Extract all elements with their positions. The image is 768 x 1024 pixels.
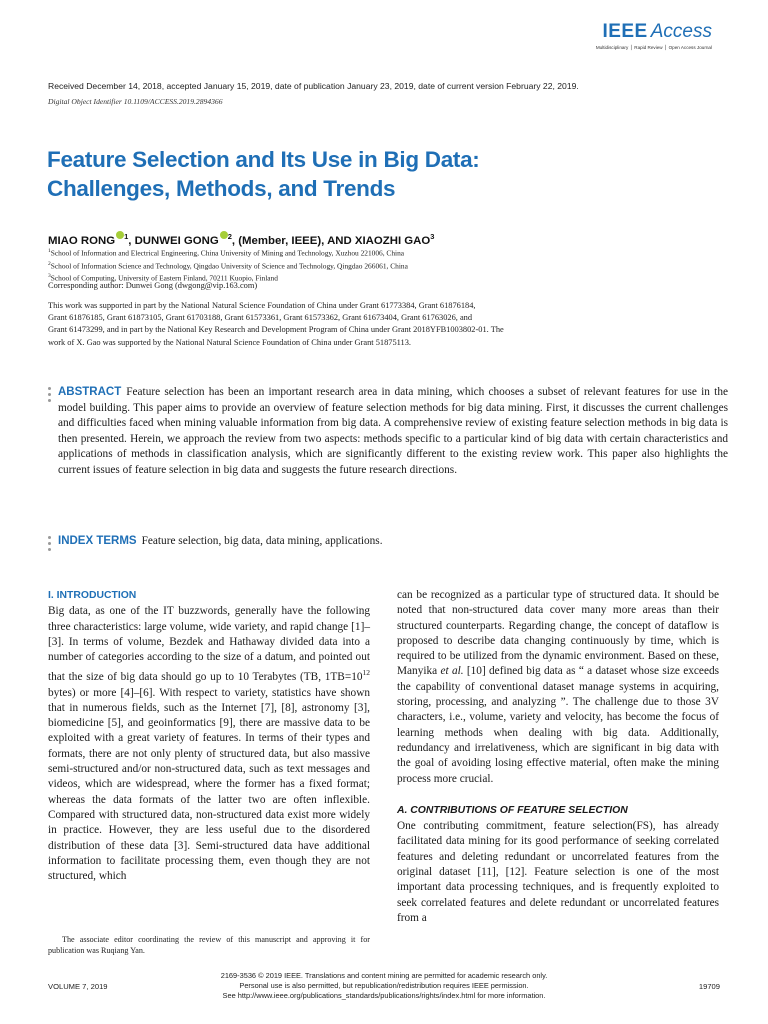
affiliation-text: School of Computing, University of Eastern Finland, 70211 Kuopio, Finland	[50, 273, 278, 283]
right-column	[397, 588, 719, 926]
subsection-heading-contributions: A. CONTRIBUTIONS OF FEATURE SELECTION	[397, 804, 628, 816]
left-column	[48, 588, 370, 884]
index-terms-marker-icon	[48, 536, 51, 554]
author-2-affil: 2	[227, 232, 232, 242]
affiliation-number: 1	[48, 248, 51, 254]
section-heading-introduction: I. INTRODUCTION	[48, 590, 137, 601]
funding-line: Grant 61876185, Grant 61873105, Grant 61703188, Grant 61573361, Grant 61573362, Grant 61673404, Grant 61763026, and	[48, 313, 473, 323]
license-line: Personal use is also permitted, but republication/redistribution requires IEEE permission.	[239, 980, 529, 990]
intro-text-part: can be recognized as a particular type of structured data. It should be noted that non-structured data cover many more areas than their structured counterparts. Regarding change, the concept of dataflow is proposed to describe data changing continuously by time, which is required to be utilized from the dynamic environment. Based on these, Manyika	[397, 589, 719, 678]
orcid-icon[interactable]	[220, 231, 228, 239]
index-terms	[58, 535, 728, 547]
funding-line: work of X. Gao was supported by the National Natural Science Foundation of China under Grant 51875113.	[48, 337, 411, 347]
license-link[interactable]: See http://www.ieee.org/publications_standards/publications/rights/index.html for more information.	[222, 990, 546, 1000]
author-1-affil: 1	[124, 232, 129, 242]
intro-paragraph-continued	[397, 588, 719, 787]
affiliation-text: School of Information Science and Technology, Qingdao University of Science and Technology, Qingdao 266061, China	[50, 261, 408, 271]
author-3-affil: 3	[430, 232, 435, 242]
intro-paragraph	[48, 604, 370, 884]
author-list	[48, 231, 728, 247]
journal-logo	[596, 22, 712, 51]
orcid-icon[interactable]	[116, 231, 124, 239]
affiliation-item	[48, 246, 408, 259]
logo-ieee-text: IEEE	[602, 21, 648, 42]
exponent: 12	[362, 668, 370, 678]
abstract	[58, 385, 728, 478]
abstract-label: ABSTRACT	[58, 386, 122, 398]
et-al: et al.	[440, 665, 464, 678]
funding-line: This work was supported in part by the National Natural Science Foundation of China under Grant 61773384, Grant 61876184,	[48, 301, 476, 310]
paper-title	[47, 145, 707, 203]
intro-text-part: Big data, as one of the IT buzzwords, generally have the following three characteristics: large volume, wide variety, and rapid change [1]–[3]. In terms of volume, Bezdek and Hathaway divided data into a number of categories according to the size of a datum, and pointed out that the size of big data should go up to 10 Terabytes (TB, 1TB=10	[48, 605, 370, 684]
doi: Digital Object Identifier 10.1109/ACCESS.2019.2894366	[48, 97, 223, 106]
contributions-paragraph: One contributing commitment, feature selection(FS), has already facilitated data mining for its good performance of seeking correlated features and deleting redundant or uncorrelated features from the original dataset [11], [12]. Feature selection is one of the most important data processing techniques, and is frequently exploited to seek correlated features and delete redundant or uncorrelated features from a	[397, 820, 719, 924]
author-1: MIAO RONG	[48, 235, 116, 247]
license-line: 2169-3536 © 2019 IEEE. Translations and content mining are permitted for academic research only.	[220, 971, 548, 980]
affiliation-item	[48, 259, 408, 272]
intro-text-part: [10] defined big data as “ a dataset whose size exceeds the capability of conventional dataset manage systems in acquiring, storing, processing, and analyzing ”. The challenge due to those 3V characters, i.e., volume, variety and velocity, has become the focus of learning methods when dealing with big data. Additionally, redundancy and irrelativeness, which are significant in big data with the goal of avoiding losing effective material, often make the mining process more crucial.	[397, 665, 720, 785]
index-terms-text: Feature selection, big data, data mining, applications.	[141, 535, 383, 547]
affiliations	[48, 246, 408, 284]
intro-text-part: bytes) or more [4]–[6]. With respect to variety, statistics have shown that in numerous fields, such as the Internet [7], [8], astronomy [3], biomedicine [5], and geoinformatics [9], there are massive data to be exploited with a great variety of features. In terms of their types and formats, there are not only plenty of structured data, but also massive semi-structured and/or non-structured data, such as text messages and videos, which are widespread, where the former has a fixed format; whereas the data formats of the latter two are often inflexible. Compared with structured data, non-structured data exist more widely in practice. However, they are less useful due to the disordered distribution of these data [3]. Semi-structured data have additional information to facilitate processing them, even though they are not structured, which	[48, 686, 370, 883]
index-terms-label: INDEX TERMS	[58, 535, 137, 547]
title-line-1: Feature Selection and Its Use in Big Data:	[47, 147, 480, 172]
author-2: , DUNWEI GONG	[128, 235, 219, 247]
abstract-text: Feature selection has been an important research area in data mining, which chooses a subset of relevant features for use in the model building. This paper aims to provide an overview of feature selection methods for big data mining. First, it discusses the current challenges and difficulties faced when mining valuable information from big data. A comprehensive review of existing feature selection methods in big data is then presented. Herein, we approach the review from two aspects: methods specific to a particular kind of big data with certain characteristics and applications of methods in classification analysis, which are significantly different to the existing review work. This paper also highlights the current issues of feature selection in big data and suggests the future research directions.	[58, 386, 728, 476]
volume-info: VOLUME 7, 2019	[48, 982, 108, 991]
affiliation-number: 3	[48, 273, 51, 280]
funding-statement	[48, 300, 718, 349]
funding-line: Grant 61473299, and in part by the National Key Research and Development Program of China under Grant 2018YFB1003802-01. The	[48, 325, 504, 335]
corresponding-author: Corresponding author: Dunwei Gong (dwgong@vip.163.com)	[48, 281, 258, 290]
title-line-2: Challenges, Methods, and Trends	[47, 176, 396, 201]
publication-dates: Received December 14, 2018, accepted January 15, 2019, date of publication January 23, 2019, date of current version February 22, 2019.	[48, 81, 579, 91]
license-notice	[184, 971, 584, 1000]
page-number: 19709	[698, 982, 720, 991]
editor-footnote: The associate editor coordinating the review of this manuscript and approving it for publication was Ruqiang Yan.	[48, 935, 370, 955]
logo-access-text: Access	[650, 21, 712, 42]
affiliation-number: 2	[48, 260, 51, 267]
affiliation-text: School of Information and Electrical Engineering, China University of Mining and Technology, Xuzhou 221006, China	[50, 248, 405, 258]
author-3: , (Member, IEEE), AND XIAOZHI GAO	[231, 235, 431, 247]
abstract-marker-icon	[48, 387, 51, 405]
logo-tagline: Multidisciplinary ⎪ Rapid Review ⎪ Open Access Journal	[595, 45, 712, 50]
